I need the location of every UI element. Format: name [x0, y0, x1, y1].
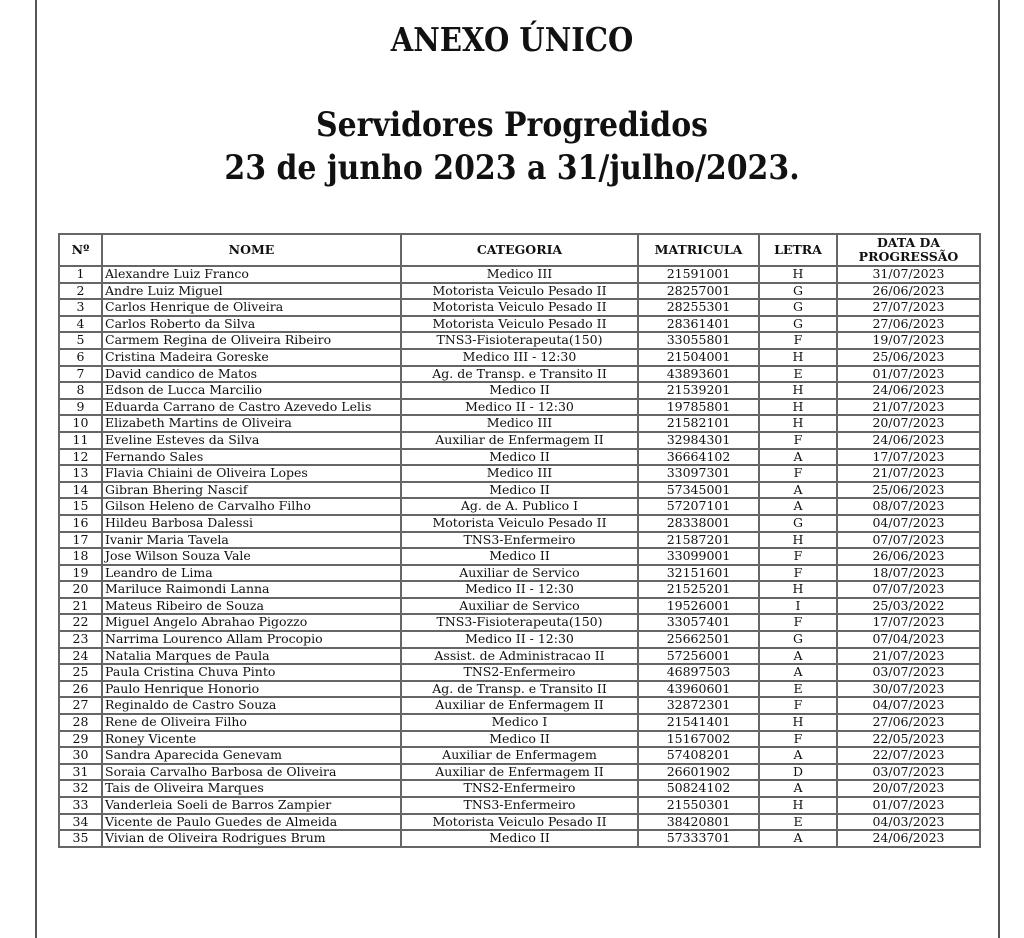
table-row — [59, 764, 980, 781]
cell-num: 2 — [59, 283, 102, 300]
table-row — [59, 366, 980, 383]
cell-categoria: Motorista Veiculo Pesado II — [401, 316, 638, 333]
cell-categoria: Ag. de Transp. e Transito II — [401, 366, 638, 383]
cell-matricula: 28338001 — [638, 515, 759, 532]
cell-letra: A — [759, 482, 837, 499]
cell-matricula: 50824102 — [638, 780, 759, 797]
table-row — [59, 747, 980, 764]
cell-nome: Eduarda Carrano de Castro Azevedo Lelis — [102, 399, 401, 416]
cell-num: 11 — [59, 432, 102, 449]
header-categoria: CATEGORIA — [401, 234, 638, 266]
cell-matricula: 57256001 — [638, 648, 759, 665]
cell-num: 7 — [59, 366, 102, 383]
cell-categoria: Medico II — [401, 548, 638, 565]
cell-matricula: 43893601 — [638, 366, 759, 383]
cell-data-progressao: 30/07/2023 — [837, 681, 980, 698]
cell-categoria: Medico III - 12:30 — [401, 349, 638, 366]
cell-matricula: 21541401 — [638, 714, 759, 731]
cell-num: 27 — [59, 697, 102, 714]
cell-letra: F — [759, 614, 837, 631]
cell-categoria: Auxiliar de Enfermagem II — [401, 697, 638, 714]
cell-categoria: Medico II - 12:30 — [401, 399, 638, 416]
table-row — [59, 714, 980, 731]
cell-letra: F — [759, 432, 837, 449]
cell-nome: Edson de Lucca Marcilio — [102, 382, 401, 399]
cell-categoria: Medico II — [401, 449, 638, 466]
cell-data-progressao: 31/07/2023 — [837, 266, 980, 283]
header-letra: LETRA — [759, 234, 837, 266]
cell-matricula: 57333701 — [638, 830, 759, 847]
cell-matricula: 28255301 — [638, 299, 759, 316]
cell-categoria: TNS3-Enfermeiro — [401, 532, 638, 549]
cell-letra: F — [759, 565, 837, 582]
cell-data-progressao: 21/07/2023 — [837, 648, 980, 665]
table-row — [59, 349, 980, 366]
cell-data-progressao: 26/06/2023 — [837, 548, 980, 565]
cell-matricula: 32151601 — [638, 565, 759, 582]
cell-num: 5 — [59, 332, 102, 349]
cell-letra: G — [759, 515, 837, 532]
cell-nome: Alexandre Luiz Franco — [102, 266, 401, 283]
cell-letra: E — [759, 366, 837, 383]
cell-categoria: Auxiliar de Enfermagem — [401, 747, 638, 764]
document-subtitle — [61, 104, 962, 190]
cell-data-progressao: 07/07/2023 — [837, 581, 980, 598]
cell-matricula: 21550301 — [638, 797, 759, 814]
cell-letra: F — [759, 465, 837, 482]
cell-nome: Leandro de Lima — [102, 565, 401, 582]
cell-data-progressao: 22/05/2023 — [837, 731, 980, 748]
cell-categoria: Assist. de Administracao II — [401, 648, 638, 665]
cell-data-progressao: 27/06/2023 — [837, 316, 980, 333]
cell-num: 20 — [59, 581, 102, 598]
cell-nome: Paula Cristina Chuva Pinto — [102, 664, 401, 681]
table-row — [59, 515, 980, 532]
cell-nome: Mateus Ribeiro de Souza — [102, 598, 401, 615]
cell-data-progressao: 26/06/2023 — [837, 283, 980, 300]
cell-categoria: Motorista Veiculo Pesado II — [401, 283, 638, 300]
table-row — [59, 449, 980, 466]
cell-nome: Mariluce Raimondi Lanna — [102, 581, 401, 598]
cell-num: 23 — [59, 631, 102, 648]
cell-categoria: Ag. de A. Publico I — [401, 498, 638, 515]
cell-num: 13 — [59, 465, 102, 482]
cell-data-progressao: 17/07/2023 — [837, 449, 980, 466]
cell-nome: Fernando Sales — [102, 449, 401, 466]
cell-letra: A — [759, 830, 837, 847]
cell-categoria: Auxiliar de Enfermagem II — [401, 764, 638, 781]
cell-nome: Gibran Bhering Nascif — [102, 482, 401, 499]
cell-letra: D — [759, 764, 837, 781]
cell-categoria: Medico I — [401, 714, 638, 731]
table-body — [59, 266, 980, 847]
cell-data-progressao: 25/03/2022 — [837, 598, 980, 615]
cell-num: 30 — [59, 747, 102, 764]
cell-num: 19 — [59, 565, 102, 582]
cell-nome: Carmem Regina de Oliveira Ribeiro — [102, 332, 401, 349]
cell-data-progressao: 01/07/2023 — [837, 366, 980, 383]
cell-matricula: 21582101 — [638, 415, 759, 432]
cell-nome: Narrima Lourenco Allam Procopio — [102, 631, 401, 648]
cell-letra: F — [759, 548, 837, 565]
cell-nome: Vicente de Paulo Guedes de Almeida — [102, 814, 401, 831]
cell-data-progressao: 03/07/2023 — [837, 664, 980, 681]
cell-nome: Hildeu Barbosa Dalessi — [102, 515, 401, 532]
cell-categoria: Medico II — [401, 382, 638, 399]
cell-categoria: Auxiliar de Enfermagem II — [401, 432, 638, 449]
cell-data-progressao: 22/07/2023 — [837, 747, 980, 764]
cell-matricula: 57207101 — [638, 498, 759, 515]
table-row — [59, 681, 980, 698]
cell-letra: G — [759, 631, 837, 648]
cell-data-progressao: 24/06/2023 — [837, 432, 980, 449]
cell-categoria: Medico III — [401, 415, 638, 432]
cell-matricula: 32872301 — [638, 697, 759, 714]
cell-matricula: 38420801 — [638, 814, 759, 831]
cell-letra: H — [759, 415, 837, 432]
cell-num: 26 — [59, 681, 102, 698]
cell-categoria: Auxiliar de Servico — [401, 598, 638, 615]
cell-nome: Roney Vicente — [102, 731, 401, 748]
table-row — [59, 814, 980, 831]
table-row — [59, 299, 980, 316]
cell-data-progressao: 04/07/2023 — [837, 515, 980, 532]
cell-matricula: 21587201 — [638, 532, 759, 549]
cell-data-progressao: 24/06/2023 — [837, 382, 980, 399]
cell-nome: Andre Luiz Miguel — [102, 283, 401, 300]
cell-matricula: 28257001 — [638, 283, 759, 300]
table-row — [59, 697, 980, 714]
cell-letra: A — [759, 498, 837, 515]
cell-matricula: 21539201 — [638, 382, 759, 399]
cell-num: 1 — [59, 266, 102, 283]
cell-letra: H — [759, 714, 837, 731]
cell-num: 14 — [59, 482, 102, 499]
cell-matricula: 33057401 — [638, 614, 759, 631]
cell-categoria: Medico III — [401, 465, 638, 482]
cell-num: 10 — [59, 415, 102, 432]
cell-matricula: 57408201 — [638, 747, 759, 764]
cell-letra: H — [759, 399, 837, 416]
cell-nome: Carlos Henrique de Oliveira — [102, 299, 401, 316]
table-row — [59, 266, 980, 283]
cell-matricula: 28361401 — [638, 316, 759, 333]
cell-nome: Eveline Esteves da Silva — [102, 432, 401, 449]
cell-num: 12 — [59, 449, 102, 466]
cell-letra: H — [759, 581, 837, 598]
cell-num: 21 — [59, 598, 102, 615]
cell-num: 6 — [59, 349, 102, 366]
cell-matricula: 46897503 — [638, 664, 759, 681]
cell-num: 15 — [59, 498, 102, 515]
cell-data-progressao: 07/07/2023 — [837, 532, 980, 549]
cell-data-progressao: 21/07/2023 — [837, 465, 980, 482]
header-nome: NOME — [102, 234, 401, 266]
cell-data-progressao: 04/07/2023 — [837, 697, 980, 714]
cell-categoria: Medico II — [401, 482, 638, 499]
cell-letra: G — [759, 283, 837, 300]
cell-nome: Jose Wilson Souza Vale — [102, 548, 401, 565]
cell-num: 3 — [59, 299, 102, 316]
cell-letra: A — [759, 664, 837, 681]
table-row — [59, 797, 980, 814]
cell-num: 17 — [59, 532, 102, 549]
cell-matricula: 15167002 — [638, 731, 759, 748]
cell-letra: G — [759, 299, 837, 316]
cell-categoria: Medico III — [401, 266, 638, 283]
cell-letra: E — [759, 814, 837, 831]
cell-data-progressao: 03/07/2023 — [837, 764, 980, 781]
cell-matricula: 33055801 — [638, 332, 759, 349]
cell-data-progressao: 20/07/2023 — [837, 415, 980, 432]
cell-num: 28 — [59, 714, 102, 731]
cell-categoria: TNS2-Enfermeiro — [401, 664, 638, 681]
table-row — [59, 648, 980, 665]
cell-num: 29 — [59, 731, 102, 748]
cell-letra: E — [759, 681, 837, 698]
cell-categoria: TNS3-Enfermeiro — [401, 797, 638, 814]
cell-data-progressao: 27/06/2023 — [837, 714, 980, 731]
table-row — [59, 581, 980, 598]
cell-nome: Gilson Heleno de Carvalho Filho — [102, 498, 401, 515]
header-matricula: MATRICULA — [638, 234, 759, 266]
cell-num: 4 — [59, 316, 102, 333]
table-row — [59, 382, 980, 399]
cell-num: 9 — [59, 399, 102, 416]
cell-nome: Cristina Madeira Goreske — [102, 349, 401, 366]
cell-nome: Carlos Roberto da Silva — [102, 316, 401, 333]
servidores-table — [58, 233, 981, 848]
table-row — [59, 565, 980, 582]
cell-letra: F — [759, 731, 837, 748]
cell-nome: Tais de Oliveira Marques — [102, 780, 401, 797]
cell-letra: H — [759, 349, 837, 366]
table-row — [59, 614, 980, 631]
cell-nome: Ivanir Maria Tavela — [102, 532, 401, 549]
table-row — [59, 598, 980, 615]
table-row — [59, 332, 980, 349]
cell-matricula: 32984301 — [638, 432, 759, 449]
cell-nome: Sandra Aparecida Genevam — [102, 747, 401, 764]
cell-matricula: 57345001 — [638, 482, 759, 499]
cell-categoria: TNS2-Enfermeiro — [401, 780, 638, 797]
cell-letra: H — [759, 797, 837, 814]
table-row — [59, 548, 980, 565]
cell-num: 24 — [59, 648, 102, 665]
cell-num: 16 — [59, 515, 102, 532]
cell-data-progressao: 01/07/2023 — [837, 797, 980, 814]
cell-data-progressao: 19/07/2023 — [837, 332, 980, 349]
cell-matricula: 33099001 — [638, 548, 759, 565]
cell-letra: A — [759, 648, 837, 665]
table-row — [59, 399, 980, 416]
cell-num: 25 — [59, 664, 102, 681]
cell-num: 22 — [59, 614, 102, 631]
table-row — [59, 498, 980, 515]
cell-data-progressao: 07/04/2023 — [837, 631, 980, 648]
cell-letra: F — [759, 697, 837, 714]
cell-nome: David candico de Matos — [102, 366, 401, 383]
cell-categoria: Medico II — [401, 731, 638, 748]
cell-data-progressao: 24/06/2023 — [837, 830, 980, 847]
cell-categoria: Medico II — [401, 830, 638, 847]
cell-data-progressao: 20/07/2023 — [837, 780, 980, 797]
table-row — [59, 432, 980, 449]
cell-letra: A — [759, 449, 837, 466]
cell-categoria: TNS3-Fisioterapeuta(150) — [401, 614, 638, 631]
cell-nome: Vivian de Oliveira Rodrigues Brum — [102, 830, 401, 847]
cell-data-progressao: 08/07/2023 — [837, 498, 980, 515]
table-row — [59, 316, 980, 333]
header-data-progressao — [837, 234, 980, 266]
cell-letra: G — [759, 316, 837, 333]
cell-num: 32 — [59, 780, 102, 797]
cell-num: 31 — [59, 764, 102, 781]
cell-data-progressao: 04/03/2023 — [837, 814, 980, 831]
table-row — [59, 532, 980, 549]
cell-data-progressao: 27/07/2023 — [837, 299, 980, 316]
cell-num: 33 — [59, 797, 102, 814]
cell-categoria: TNS3-Fisioterapeuta(150) — [401, 332, 638, 349]
table-row — [59, 731, 980, 748]
cell-letra: H — [759, 532, 837, 549]
cell-matricula: 33097301 — [638, 465, 759, 482]
table-row — [59, 482, 980, 499]
cell-data-progressao: 25/06/2023 — [837, 482, 980, 499]
table-row — [59, 415, 980, 432]
cell-matricula: 25662501 — [638, 631, 759, 648]
cell-matricula: 19785801 — [638, 399, 759, 416]
document-title: ANEXO ÚNICO — [390, 20, 634, 59]
table-row — [59, 465, 980, 482]
header-data-line-1: DATA DA — [876, 235, 941, 250]
subtitle-line-1: Servidores Progredidos — [315, 105, 709, 145]
cell-data-progressao: 17/07/2023 — [837, 614, 980, 631]
cell-num: 8 — [59, 382, 102, 399]
cell-categoria: Medico II - 12:30 — [401, 631, 638, 648]
cell-matricula: 26601902 — [638, 764, 759, 781]
table-row — [59, 664, 980, 681]
cell-matricula: 21504001 — [638, 349, 759, 366]
cell-nome: Paulo Henrique Honorio — [102, 681, 401, 698]
cell-nome: Rene de Oliveira Filho — [102, 714, 401, 731]
header-data-line-2: PROGRESSÃO — [858, 249, 959, 264]
table-row — [59, 780, 980, 797]
cell-nome: Reginaldo de Castro Souza — [102, 697, 401, 714]
cell-matricula: 19526001 — [638, 598, 759, 615]
cell-categoria: Motorista Veiculo Pesado II — [401, 299, 638, 316]
cell-matricula: 21525201 — [638, 581, 759, 598]
cell-letra: H — [759, 266, 837, 283]
cell-nome: Vanderleia Soeli de Barros Zampier — [102, 797, 401, 814]
cell-categoria: Motorista Veiculo Pesado II — [401, 515, 638, 532]
table-row — [59, 283, 980, 300]
cell-matricula: 21591001 — [638, 266, 759, 283]
cell-num: 35 — [59, 830, 102, 847]
cell-letra: F — [759, 332, 837, 349]
cell-data-progressao: 21/07/2023 — [837, 399, 980, 416]
cell-num: 34 — [59, 814, 102, 831]
table-row — [59, 830, 980, 847]
cell-letra: A — [759, 747, 837, 764]
cell-categoria: Auxiliar de Servico — [401, 565, 638, 582]
cell-letra: I — [759, 598, 837, 615]
cell-num: 18 — [59, 548, 102, 565]
cell-categoria: Medico II - 12:30 — [401, 581, 638, 598]
header-num: Nº — [59, 234, 102, 266]
cell-matricula: 43960601 — [638, 681, 759, 698]
table-header-row — [59, 234, 980, 266]
cell-letra: A — [759, 780, 837, 797]
cell-letra: H — [759, 382, 837, 399]
cell-data-progressao: 18/07/2023 — [837, 565, 980, 582]
cell-nome: Miguel Angelo Abrahao Pigozzo — [102, 614, 401, 631]
subtitle-line-2: 23 de junho 2023 a 31/julho/2023. — [224, 148, 800, 188]
cell-nome: Soraia Carvalho Barbosa de Oliveira — [102, 764, 401, 781]
cell-nome: Natalia Marques de Paula — [102, 648, 401, 665]
cell-nome: Flavia Chiaini de Oliveira Lopes — [102, 465, 401, 482]
cell-categoria: Motorista Veiculo Pesado II — [401, 814, 638, 831]
cell-data-progressao: 25/06/2023 — [837, 349, 980, 366]
table-row — [59, 631, 980, 648]
cell-nome: Elizabeth Martins de Oliveira — [102, 415, 401, 432]
cell-categoria: Ag. de Transp. e Transito II — [401, 681, 638, 698]
cell-matricula: 36664102 — [638, 449, 759, 466]
